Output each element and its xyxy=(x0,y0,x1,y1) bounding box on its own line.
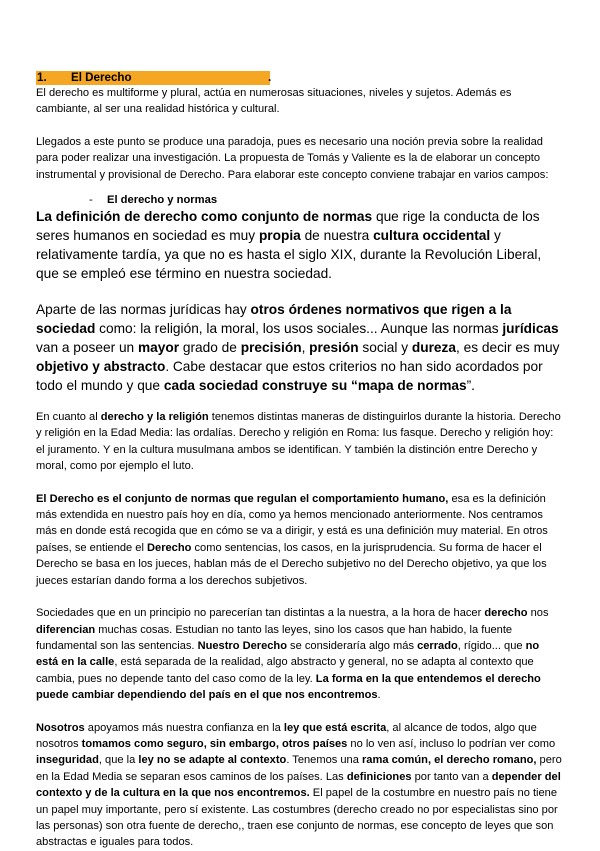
law-definition-paragraph: El Derecho es el conjunto de normas que regulan el comportamiento humano, esa es la definición más extendida en nuestro país hoy en día, como ya hemos mencionado anteriormente. Nos centramos más en donde está recogida que en cómo se va a dirigir, y está es una definición muy material. En otros países, se entiende el Derecho como sentencias, los casos, en la jurisprudencia. Su forma de hacer el Derecho se basa en los jueces, hablan más de el Derecho subjetivo no del Derecho objetivo, ya que los jueces estarían dando forma a los derechos subjetivos. xyxy=(36,492,548,587)
section-number: 1. xyxy=(37,71,47,84)
written-law-paragraph: Nosotros apoyamos más nuestra confianza en la ley que está escrita, al alcance de todos, algo que nosotros tomamos como seguro, sin embargo, otros países no lo ven así, incluso lo podrían ver como inseguridad, que la ley no se adapte al contexto. Tenemos una rama común, el derecho romano, pero en la Edad Media se separan esos caminos de los países. Las definiciones por tanto van a depender del contexto y de la cultura en la que nos encontremos. El papel de la costumbre en nuestro país no tiene un papel muy importante, pero sí existente. Las costumbres (derecho creado no por especialistas sino por las personas) son otra fuente de derecho,, traen ese conjunto de normas, ese concepto de leyes que son abstractas e iguales para todos. xyxy=(36,721,562,849)
bullet-dash: - xyxy=(89,194,93,207)
section-heading xyxy=(36,71,270,85)
section-title: El Derecho xyxy=(71,71,132,84)
societies-paragraph: Sociedades que en un principio no parecerían tan distintas a la nuestra, a la hora de hacer derecho nos diferencian muchas cosas. Estudian no tanto las leyes, sino los casos que han habido, la fuente fundamental son las sentencias. Nuestro Derecho se consideraría algo más cerrado, rígido... que no está en la calle, está separada de la realidad, algo abstracto y general, no se adapta al contexto que cambia, pues no depende tanto del caso como de la ley. La forma en la que entendemos el derecho puede cambiar dependiendo del país en el que nos encontremos. xyxy=(36,607,549,702)
religion-paragraph: En cuanto al derecho y la religión tenemos distintas maneras de distinguirlos durante la historia. Derecho y religión en la Edad Media: las ordalías. Derecho y religión en Roma: Ius fasque. Derecho y religión hoy: el juramento. Y en la cultura musulmana ambos se identifican. Y también la distinción entre Derecho y moral, como por ejemplo el luto. xyxy=(36,411,561,473)
subsection-heading xyxy=(36,193,564,207)
intro-paragraph-1: El derecho es multiforme y plural, actúa en numerosas situaciones, niveles y sujetos. Además es cambiante, al ser una realidad histórica y cultural. xyxy=(36,87,512,116)
normative-orders-paragraph: Aparte de las normas jurídicas hay otros órdenes normativos que rigen a la sociedad como: la religión, la moral, los usos sociales... Aunque las normas jurídicas van a poseer un mayor grado de precisión, presión social y dureza, es decir es muy objetivo y abstracto. Cabe destacar que estos criterios no han sido acordados por todo el mundo y que cada sociedad construye su “mapa de normas”. xyxy=(36,302,560,394)
intro-paragraph-2: Llegados a este punto se produce una paradoja, pues es necesario una noción previa sobre la realidad para poder realizar una investigación. La propuesta de Tomás y Valiente es la de elaborar un concepto instrumental y provisional de Derecho. Para elaborar este concepto conviene trabajar en varios campos: xyxy=(36,135,549,181)
definition-paragraph: La definición de derecho como conjunto de normas que rige la conducta de los seres humanos en sociedad es muy propia de nuestra cultura occidental y relativamente tardía, ya que no es hasta el siglo XIX, durante la Revolución Liberal, que se empleó ese término en nuestra sociedad. xyxy=(36,209,542,282)
section-heading-dot: . xyxy=(268,71,272,84)
subsection-title: El derecho y normas xyxy=(107,194,218,207)
